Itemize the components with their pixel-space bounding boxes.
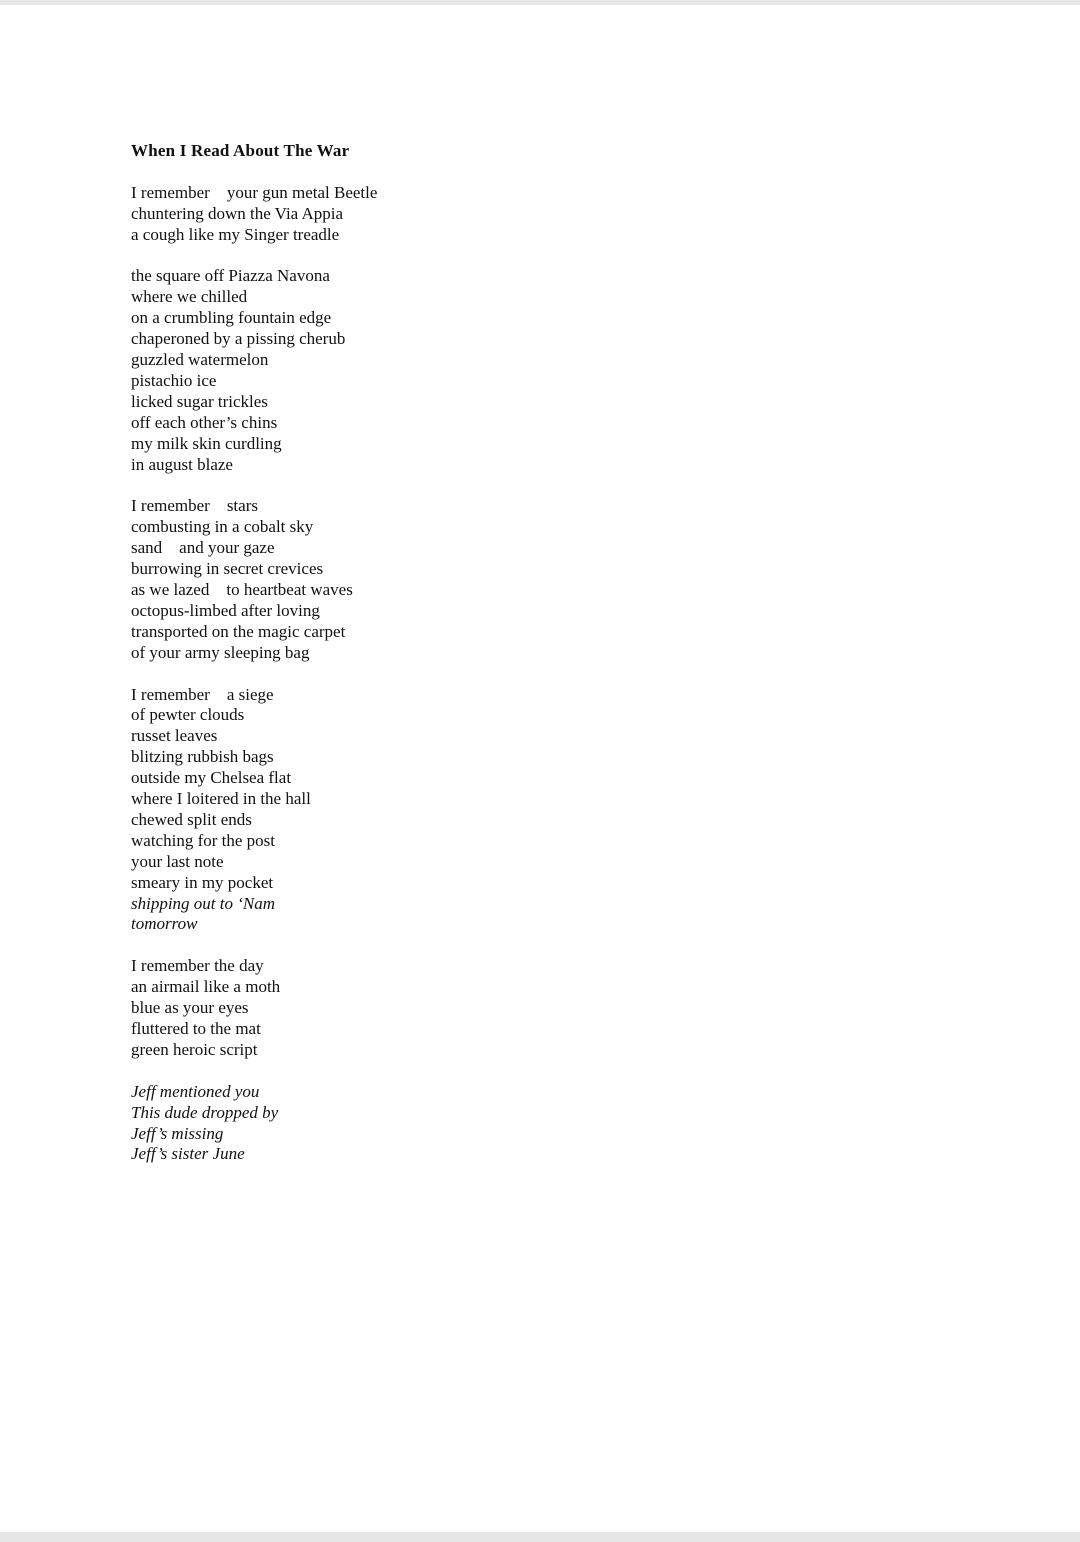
poem — [131, 141, 731, 1186]
poem-line: of your army sleeping bag — [131, 642, 310, 662]
document-page — [0, 5, 1080, 1532]
poem-line: smeary in my pocket — [131, 872, 274, 892]
poem-line: Jeff mentioned you — [131, 1081, 260, 1101]
poem-line: an airmail like a moth — [131, 977, 281, 997]
poem-line: Jeff’s sister June — [131, 1144, 245, 1164]
poem-line: where I loitered in the hall — [131, 789, 311, 809]
poem-line: combusting in a cobalt sky — [131, 517, 314, 537]
poem-line: green heroic script — [131, 1039, 258, 1059]
poem-line: I remember a siege — [131, 684, 274, 704]
poem-line: in august blaze — [131, 454, 233, 474]
poem-line: outside my Chelsea flat — [131, 768, 292, 788]
poem-line: watching for the post — [131, 830, 275, 850]
poem-line: licked sugar trickles — [131, 391, 268, 411]
poem-line: guzzled watermelon — [131, 350, 269, 370]
poem-line: I remember the day — [131, 956, 264, 976]
poem-line: octopus-limbed after loving — [131, 600, 320, 620]
poem-line: the square off Piazza Navona — [131, 266, 330, 286]
poem-line: sand and your gaze — [131, 538, 275, 558]
poem-line: as we lazed to heartbeat waves — [131, 579, 353, 599]
poem-line: tomorrow — [131, 914, 198, 934]
poem-line: blue as your eyes — [131, 998, 249, 1018]
poem-line: chaperoned by a pissing cherub — [131, 329, 346, 349]
stanza — [131, 956, 731, 1061]
poem-line: my milk skin curdling — [131, 433, 282, 453]
poem-line: of pewter clouds — [131, 705, 245, 725]
poem-line: I remember stars — [131, 496, 258, 516]
poem-line: where we chilled — [131, 287, 248, 307]
poem-line: blitzing rubbish bags — [131, 747, 274, 767]
stanza — [131, 1082, 731, 1166]
poem-line: fluttered to the mat — [131, 1018, 261, 1038]
poem-line: burrowing in secret crevices — [131, 559, 324, 579]
poem-line: transported on the magic carpet — [131, 621, 346, 641]
poem-line: chewed split ends — [131, 809, 252, 829]
poem-line: I remember your gun metal Beetle — [131, 182, 378, 202]
poem-line: This dude dropped by — [131, 1102, 279, 1122]
poem-line: a cough like my Singer treadle — [131, 224, 340, 244]
poem-title: When I Read About The War — [131, 141, 350, 160]
stanza — [131, 266, 731, 475]
poem-line: russet leaves — [131, 726, 218, 746]
bottom-border — [0, 1532, 1080, 1542]
poem-line: your last note — [131, 851, 224, 871]
poem-line: chuntering down the Via Appia — [131, 203, 344, 223]
poem-line: Jeff’s missing — [131, 1123, 224, 1143]
poem-line: shipping out to ‘Nam — [131, 893, 276, 913]
poem-line: off each other’s chins — [131, 412, 278, 432]
stanza — [131, 496, 731, 663]
stanza — [131, 183, 731, 246]
poem-body — [131, 183, 731, 1166]
poem-line: pistachio ice — [131, 370, 217, 390]
poem-line: on a crumbling fountain edge — [131, 308, 332, 328]
stanza — [131, 685, 731, 936]
